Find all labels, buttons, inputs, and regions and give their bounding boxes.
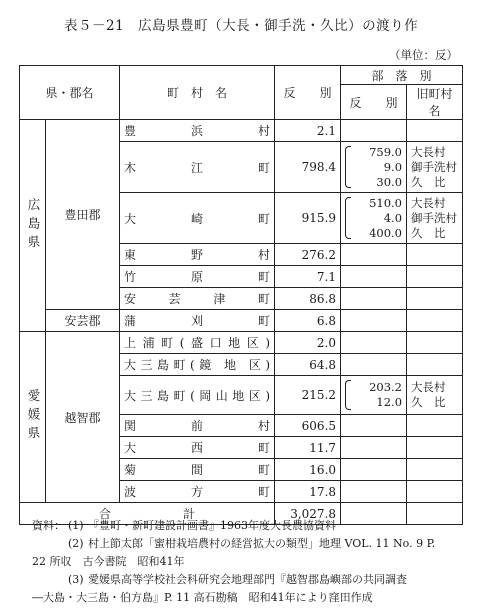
hamlet-area-cell	[341, 354, 407, 376]
header-row	[20, 66, 463, 85]
hamlet-area-cell	[341, 332, 407, 354]
town-cell: 豊 浜 村	[120, 120, 275, 142]
town-cell: 大 西 町	[120, 437, 275, 459]
hamlet-area-cell	[341, 459, 407, 481]
area-cell: 276.2	[275, 244, 341, 266]
old-name-cell: 大長村 御手洗村 久 比	[407, 193, 463, 244]
area-cell: 2.1	[275, 120, 341, 142]
header-area: 反 別	[275, 66, 341, 120]
header-old-name: 旧町村名	[407, 85, 463, 120]
hamlet-area-cell	[341, 415, 407, 437]
old-name-cell	[407, 120, 463, 142]
old-name-cell: 大長村 久 比	[407, 376, 463, 415]
total-area: 3,027.8	[275, 503, 341, 525]
header-hamlet-area: 反 別	[341, 85, 407, 120]
header-town: 町 村 名	[120, 66, 275, 120]
hamlet-area-cell: 510.0 4.0 400.0	[341, 193, 407, 244]
town-cell: 菊 間 町	[120, 459, 275, 481]
old-name-cell	[407, 310, 463, 332]
note-text: 22 所収 古今書院 昭和41年	[32, 555, 185, 568]
note-number: (3)	[68, 573, 84, 586]
area-cell: 86.8	[275, 288, 341, 310]
district-ochi: 越智郡	[46, 332, 120, 503]
hamlet-area-cell	[341, 120, 407, 142]
table-row	[20, 120, 463, 142]
hamlet-area-cell: 759.0 9.0 30.0	[341, 142, 407, 193]
district-aki: 安芸郡	[46, 310, 120, 332]
note-text: 愛媛県高等学校社会科研究会地理部門『越智郡島嶼部の共同調査	[88, 573, 407, 586]
note-text: 『豊町・新町建設計画書』1963年度大長農協資料	[88, 519, 336, 532]
town-cell: 大三島町(鏡 地 区)	[120, 354, 275, 376]
unit-label: （単位：反）	[389, 48, 458, 62]
table-row	[20, 310, 463, 332]
town-cell: 波 方 町	[120, 481, 275, 503]
hamlet-area-cell: 203.2 12.0	[341, 376, 407, 415]
area-cell: 7.1	[275, 266, 341, 288]
hamlet-area-cell	[341, 437, 407, 459]
note-3	[32, 571, 464, 589]
old-name-cell	[407, 415, 463, 437]
notes-label: 資料：	[32, 519, 65, 532]
hamlet-area-cell	[341, 481, 407, 503]
note-1	[32, 517, 464, 535]
area-cell: 16.0	[275, 459, 341, 481]
hamlet-area-cell	[341, 288, 407, 310]
town-cell: 蒲 刈 町	[120, 310, 275, 332]
header-hamlet: 部 落 別	[341, 66, 463, 85]
old-name-cell	[407, 481, 463, 503]
town-cell: 東 野 村	[120, 244, 275, 266]
note-text: ―大島・大三島・伯方島』P. 11 高石勘稿 昭和41年により窪田作成	[32, 591, 373, 604]
area-cell: 2.0	[275, 332, 341, 354]
area-cell: 798.4	[275, 142, 341, 193]
old-name-cell	[407, 266, 463, 288]
brace-mark	[345, 380, 351, 410]
old-name-cell	[407, 288, 463, 310]
old-name-cell	[407, 459, 463, 481]
note-text: 村上節太郎「蜜柑栽培農村の経営拡大の類型」地理 VOL. 11 No. 9 P.	[88, 537, 436, 550]
town-cell: 竹 原 町	[120, 266, 275, 288]
hamlet-area-cell	[341, 244, 407, 266]
old-name-cell	[407, 437, 463, 459]
brace-mark	[345, 146, 351, 188]
group-hiroshima: 広島県	[20, 120, 46, 332]
area-cell: 215.2	[275, 376, 341, 415]
district-toyota: 豊田郡	[46, 120, 120, 310]
header-pref-district: 県・郡名	[20, 66, 120, 120]
area-cell: 915.9	[275, 193, 341, 244]
area-cell: 64.8	[275, 354, 341, 376]
area-cell: 17.8	[275, 481, 341, 503]
old-name-cell	[407, 354, 463, 376]
data-table	[19, 65, 463, 525]
old-name-cell	[407, 244, 463, 266]
hamlet-area-cell	[341, 310, 407, 332]
area-cell: 11.7	[275, 437, 341, 459]
town-cell: 関 前 村	[120, 415, 275, 437]
group-ehime: 愛媛県	[20, 332, 46, 503]
note-number: (2)	[68, 537, 84, 550]
total-label: 合 計	[20, 503, 275, 525]
old-name-cell	[407, 332, 463, 354]
town-cell: 大三島町(岡山地区)	[120, 376, 275, 415]
note-number: (1)	[68, 519, 84, 532]
brace-mark	[345, 197, 351, 239]
area-cell: 606.5	[275, 415, 341, 437]
old-name-cell: 大長村 御手洗村 久 比	[407, 142, 463, 193]
table-title: 表５－21 広島県豊町（大長・御手洗・久比）の渡り作	[64, 18, 419, 34]
area-cell: 6.8	[275, 310, 341, 332]
table-row	[20, 332, 463, 354]
town-cell: 大 崎 町	[120, 193, 275, 244]
note-2	[32, 535, 464, 553]
hamlet-area-cell	[341, 266, 407, 288]
town-cell: 上浦町(盛口地区)	[120, 332, 275, 354]
source-notes	[32, 517, 464, 607]
town-cell: 安 芸 津 町	[120, 288, 275, 310]
town-cell: 木 江 町	[120, 142, 275, 193]
